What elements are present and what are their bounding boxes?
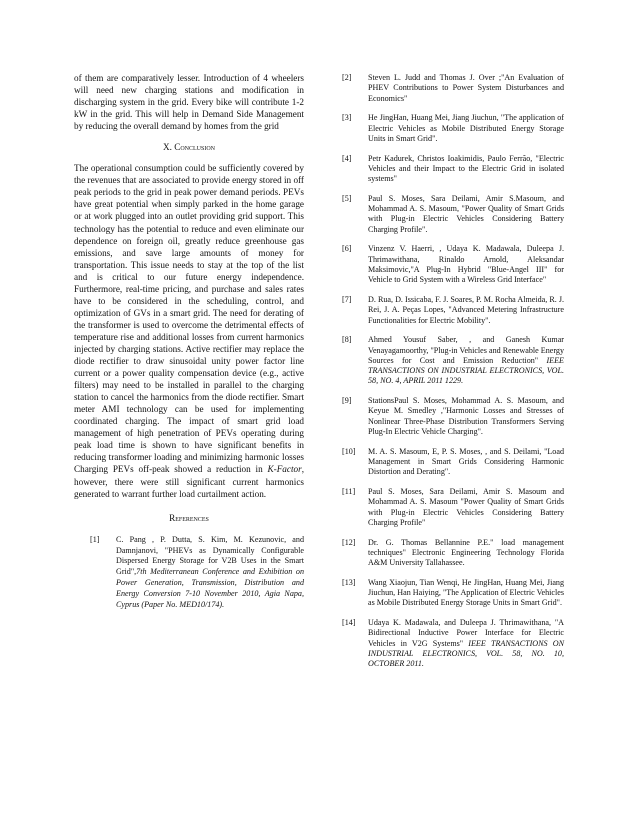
reference-number: [8] <box>342 335 352 345</box>
reference-item <box>90 535 304 611</box>
reference-number: [14] <box>342 618 356 628</box>
reference-text: Petr Kadurek, Christos Ioakimidis, Paulo Ferrão, "Electric Vehicles and their Impact to the Electric Grid in isolated systems" <box>368 153 564 184</box>
reference-number: [5] <box>342 193 352 203</box>
reference-number: [6] <box>342 244 352 254</box>
reference-item <box>342 335 564 386</box>
reference-item <box>342 618 564 669</box>
reference-item <box>342 396 564 437</box>
reference-number: [10] <box>342 446 356 456</box>
intro-paragraph: of them are comparatively lesser. Introduction of 4 wheelers will need new charging stations and modification in discharging system in the grid. Every bike will contribute 1-2 kW in the grid. This will help in Demand Side Management by reducing the overall demand by homes from the grid <box>74 73 304 132</box>
reference-item <box>342 154 564 185</box>
reference-number: [12] <box>342 537 356 547</box>
conclusion-heading: X. Conclusion <box>162 142 216 153</box>
reference-text: Paul S. Moses, Sara Deilami, Amir S. Masoum and Mohammad A. S. Masoum "Power Quality of Smart Grids with Plug-in Electric Vehicles Considering Battery Charging Profile" <box>368 487 564 527</box>
reference-text: Udaya K. Madawala, and Duleepa J. Thrimawithana, "A Bidirectional Inductive Power Interface for Electric Vehicles in V2G Systems" IEEE TRANSACTIONS ON INDUSTRIAL ELECTRONICS, VOL. 58, NO. 10, OCTOBER 2011. <box>368 618 565 669</box>
reference-text: Dr. G. Thomas Bellannine P.E." load management techniques" Electronic Engineering Technology Florida A&M University Tallahassee. <box>368 537 564 568</box>
left-column <box>74 72 304 611</box>
reference-item <box>342 538 564 569</box>
reference-text: Vinzenz V. Haerri, , Udaya K. Madawala, Duleepa J. Thrimawithana, Rinaldo Arnold, Aleksandar Maksimovic,"A Plug-In Hybrid "Blue-Angel III" for Vehicle to Grid System with a Wireless Grid Interface" <box>368 244 564 285</box>
reference-number: [4] <box>342 153 352 163</box>
reference-number: [3] <box>342 113 352 123</box>
reference-text: Wang Xiaojun, Tian Wenqi, He JingHan, Huang Mei, Jiang Jiuchun, Han Haiying, "The Application of Electric Vehicles as Mobile Distributed Energy Storage Units in Smart Grid". <box>368 577 564 608</box>
reference-text: He JingHan, Huang Mei, Jiang Jiuchun, "The application of Electric Vehicles as Mobile Distributed Energy Storage Units in Smart Grid". <box>368 113 564 143</box>
reference-text: C. Pang , P. Dutta, S. Kim, M. Kezunovic, and Damnjanovi, "PHEVs as Dynamically Configurable Dispersed Energy Storage for V2B Uses in the Smart Grid",7th Mediterranean Conference and Exhibition on Power Generation, Transmission, Distribution and Energy Conversion 7-10 November 2010, Agia Napa, Cyprus (Paper No. MED10/174). <box>116 534 304 610</box>
reference-text: Paul S. Moses, Sara Deilami, Amir S.Masoum, and Mohammad A. S. Masoum, "Power Quality of Smart Grids with Plug-in Electric Vehicles Considering Battery Charging Profile". <box>368 193 564 234</box>
reference-number: [13] <box>342 577 356 587</box>
reference-text: M. A. S. Masoum, E, P. S. Moses, , and S. Deilami, "Load Management in Smart Grids Considering Harmonic Distortion and Derating". <box>368 446 564 477</box>
reference-text: Steven L. Judd and Thomas J. Over ;"An Evaluation of PHEV Contributions to Power System Disturbances and Economics" <box>368 73 564 103</box>
reference-item <box>342 194 564 235</box>
reference-item <box>342 487 564 528</box>
references-heading: References <box>169 512 209 523</box>
reference-item <box>342 244 564 285</box>
reference-item <box>342 73 564 104</box>
reference-number: [9] <box>342 396 352 406</box>
conclusion-paragraph <box>74 162 304 499</box>
right-column <box>342 73 564 688</box>
reference-italic: 7th Mediterranean Conference and Exhibition on Power Generation, Transmission, Distribution and Energy Conversion 7-10 November 2010, Agia Napa, Cyprus (Paper No. MED10/174). <box>116 567 304 610</box>
conclusion-italic-term: K-Factor <box>267 464 302 475</box>
reference-number: [7] <box>342 295 352 304</box>
reference-item <box>342 447 564 478</box>
reference-text: StationsPaul S. Moses, Mohammad A. S. Masoum, and Keyue M. Smedley ,"Harmonic Losses and Stresses of Nonlinear Three-Phase Distribution Transformers Serving Plug-In Electric Vehicle Charging". <box>368 396 564 437</box>
reference-text: D. Rua, D. Issicaba, F. J. Soares, P. M. Rocha Almeida, R. J. Rei, J. A. Peças Lopes, "Advanced Metering Infrastructure Functionalities for Electric Mobility". <box>368 295 564 325</box>
reference-item <box>342 113 564 144</box>
reference-number: [11] <box>342 487 356 497</box>
reference-number: [1] <box>90 534 100 544</box>
reference-item <box>342 295 564 326</box>
reference-text: Ahmed Yousuf Saber, , and Ganesh Kumar Venayagamoorthy, "Plug-in Vehicles and Renewable Energy Sources for Cost and Emission Reduction" IEEE TRANSACTIONS ON INDUSTRIAL ELECTRONICS, VOL. 58, NO. 4, APRIL 2011 1229. <box>368 335 564 386</box>
reference-number: [2] <box>342 73 352 82</box>
conclusion-text-a: The operational consumption could be sufficiently covered by the revenues that are associated to provide energy stored in off peak periods to the grid in peak power demand periods. PEVs have great potential when simply parked in the home garage or at work plugged into an outlet providing grid support. This technology has the potential to reduce and even eliminate our dependence on foreign oil, greatly reduce greenhouse gas emissions, and save large amounts of money for transportation. This issue needs to stay at the top of the list and is critical to our future energy independence. Furthermore, real-time pricing, and purchase and sales rates have to be considered in the scheduling, control, and optimization of GVs in a smart grid. The need for derating of the transformer is used to overcome the detrimental effects of temperature rise and additional losses from current harmonics injected by charging stations. Active rectifier may replace the diode rectifier to draw sinusoidal unity power factor line current or a power quality compensation device (e.g., active filters) may need to be installed in parallel to the charging station to cancel the harmonics from the diode rectifier. Smart meter AMI technology can be used for implementing coordinated charging. The impact of smart grid load management of high penetration of PEVs operating during peak load time is shown to have significant benefits in reducing transformer loading and minimizing harmonic losses Charging PEVs off-peak showed a reduction in <box>74 163 304 475</box>
conclusion-text-b: , however, there were still significant current harmonics generated to warrant further load curtailment action. <box>74 464 304 499</box>
reference-item <box>342 578 564 609</box>
